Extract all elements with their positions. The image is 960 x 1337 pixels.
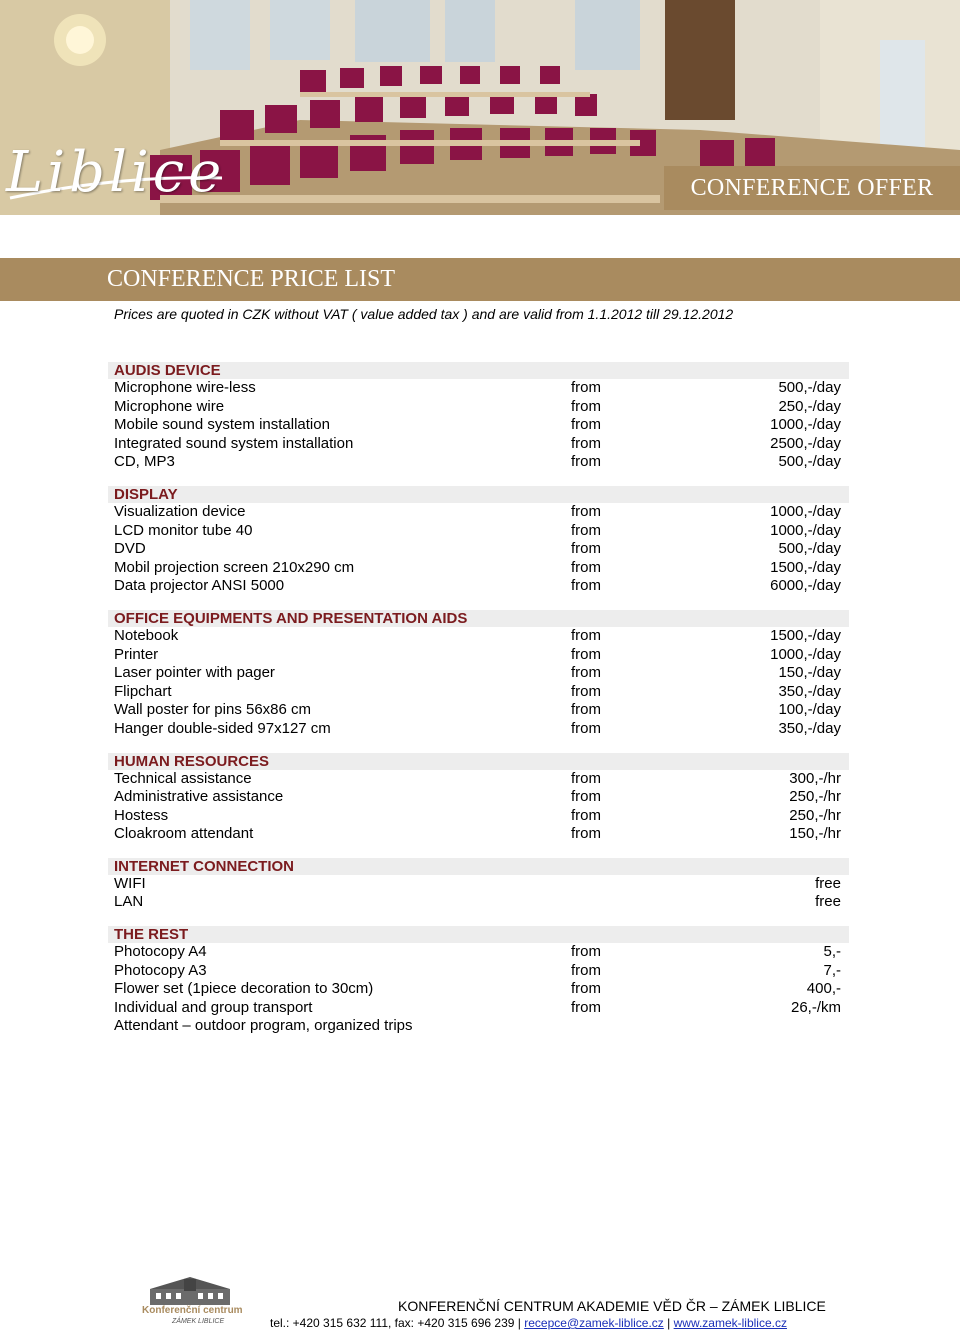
- footer-logo: [140, 1275, 250, 1335]
- item-name: Technical assistance: [114, 769, 252, 787]
- from-label: from: [571, 980, 601, 998]
- price-row: [108, 540, 849, 559]
- item-name: Mobil projection screen 210x290 cm: [114, 558, 355, 576]
- price-row: [108, 664, 849, 683]
- from-label: from: [571, 521, 601, 539]
- from-label: from: [571, 769, 601, 787]
- item-name: Microphone wire: [114, 397, 225, 415]
- footer-phone-fax: tel.: +420 315 632 111, fax: +420 315 696 239: [270, 1316, 515, 1330]
- item-price: 1000,-/day: [770, 521, 841, 539]
- price-section: [108, 753, 849, 844]
- price-row: [108, 893, 849, 912]
- item-name: LAN: [114, 893, 144, 911]
- from-label: from: [571, 453, 601, 471]
- section-gap: [0, 472, 960, 486]
- item-price: 500,-/day: [778, 379, 841, 396]
- item-name: Cloakroom attendant: [114, 825, 254, 843]
- liblice-logo: Liblice: [6, 140, 226, 205]
- item-price: free: [815, 893, 841, 911]
- section-gap: [0, 596, 960, 610]
- from-label: from: [571, 998, 601, 1016]
- item-price: 1500,-/day: [770, 558, 841, 576]
- item-price: 500,-/day: [778, 540, 841, 558]
- item-name: Photocopy A4: [114, 943, 207, 961]
- item-price: 5,-: [823, 943, 841, 961]
- from-label: from: [571, 961, 601, 979]
- from-label: from: [571, 558, 601, 576]
- item-price: 500,-/day: [778, 453, 841, 471]
- price-section: [108, 486, 849, 596]
- item-name: Mobile sound system installation: [114, 416, 330, 434]
- item-price: 1000,-/day: [770, 502, 841, 520]
- from-label: from: [571, 379, 601, 396]
- item-name: Flipchart: [114, 682, 172, 700]
- price-row: [108, 875, 849, 894]
- section-heading: AUDIS DEVICE: [108, 362, 849, 379]
- item-name: Hostess: [114, 806, 169, 824]
- item-name: Individual and group transport: [114, 998, 313, 1016]
- from-label: from: [571, 788, 601, 806]
- item-price: 300,-/hr: [789, 769, 841, 787]
- footer-separator: |: [517, 1316, 521, 1330]
- price-row: [108, 627, 849, 646]
- from-label: from: [571, 397, 601, 415]
- item-name: Laser pointer with pager: [114, 664, 275, 682]
- section-gap: [0, 844, 960, 858]
- item-name: Integrated sound system installation: [114, 434, 354, 452]
- item-name: Photocopy A3: [114, 961, 207, 979]
- price-note: Prices are quoted in CZK without VAT ( value added tax ) and are valid from 1.1.2012 till 29.12.2012: [114, 306, 734, 322]
- item-price: 1000,-/day: [770, 645, 841, 663]
- item-name: Visualization device: [114, 502, 246, 520]
- section-gap: [0, 739, 960, 753]
- price-row: [108, 683, 849, 702]
- item-name: Administrative assistance: [114, 788, 284, 806]
- item-name: WIFI: [114, 874, 146, 892]
- footer-contact: [270, 1316, 787, 1330]
- from-label: from: [571, 416, 601, 434]
- from-label: from: [571, 701, 601, 719]
- from-label: from: [571, 540, 601, 558]
- section-heading: HUMAN RESOURCES: [108, 753, 849, 770]
- price-row: [108, 770, 849, 789]
- from-label: from: [571, 577, 601, 595]
- price-row: [108, 807, 849, 826]
- item-name: Hanger double-sided 97x127 cm: [114, 719, 331, 737]
- price-section: [108, 610, 849, 739]
- price-row: [108, 720, 849, 739]
- item-price: 2500,-/day: [770, 434, 841, 452]
- price-row: [108, 522, 849, 541]
- item-price: 350,-/day: [778, 682, 841, 700]
- item-name: LCD monitor tube 40: [114, 521, 253, 539]
- from-label: from: [571, 502, 601, 520]
- castle-icon: [140, 1275, 250, 1307]
- item-name: Notebook: [114, 626, 179, 644]
- item-price: 1000,-/day: [770, 416, 841, 434]
- from-label: from: [571, 806, 601, 824]
- item-name: DVD: [114, 540, 146, 558]
- website-link[interactable]: www.zamek-liblice.cz: [673, 1316, 787, 1330]
- item-price: free: [815, 874, 841, 892]
- price-row: [108, 962, 849, 981]
- item-price: 26,-/km: [790, 998, 841, 1016]
- email-link[interactable]: recepce@zamek-liblice.cz: [524, 1316, 664, 1330]
- section-heading: OFFICE EQUIPMENTS AND PRESENTATION AIDS: [108, 610, 849, 627]
- price-section: [108, 926, 849, 1036]
- item-name: CD, MP3: [114, 453, 175, 471]
- footer-logo-line1: Konferenční centrum: [142, 1305, 243, 1316]
- header-photo: [0, 0, 960, 215]
- from-label: from: [571, 825, 601, 843]
- section-gap: [0, 912, 960, 926]
- item-price: 250,-/hr: [789, 788, 841, 806]
- price-row: [108, 1017, 849, 1036]
- item-price: 100,-/day: [778, 701, 841, 719]
- footer-title: KONFERENČNÍ CENTRUM AKADEMIE VĚD ČR – ZÁMEK LIBLICE: [398, 1298, 826, 1314]
- price-section: [108, 362, 849, 472]
- from-label: from: [571, 645, 601, 663]
- footer-logo-line2: ZÁMEK LIBLICE: [172, 1318, 225, 1325]
- conference-offer-banner: CONFERENCE OFFER: [664, 166, 960, 210]
- item-price: 250,-/hr: [789, 806, 841, 824]
- price-row: [108, 701, 849, 720]
- price-row: [108, 435, 849, 454]
- price-row: [108, 825, 849, 844]
- price-row: [108, 646, 849, 665]
- from-label: from: [571, 626, 601, 644]
- price-row: [108, 453, 849, 472]
- price-row: [108, 379, 849, 398]
- item-name: Printer: [114, 645, 159, 663]
- price-list-title-bar: [0, 258, 960, 301]
- section-heading: THE REST: [108, 926, 849, 943]
- item-price: 250,-/day: [778, 397, 841, 415]
- price-row: [108, 416, 849, 435]
- item-price: 350,-/day: [778, 719, 841, 737]
- price-row: [108, 999, 849, 1018]
- price-list-sections: [0, 362, 960, 1036]
- price-row: [108, 577, 849, 596]
- item-name: Wall poster for pins 56x86 cm: [114, 701, 312, 719]
- from-label: from: [571, 719, 601, 737]
- item-price: 7,-: [823, 961, 841, 979]
- price-row: [108, 980, 849, 999]
- item-price: 400,-: [806, 980, 841, 998]
- item-name: Data projector ANSI 5000: [114, 577, 285, 595]
- section-heading: INTERNET CONNECTION: [108, 858, 849, 875]
- item-price: 150,-/day: [778, 664, 841, 682]
- item-name: Attendant – outdoor program, organized trips: [114, 1017, 413, 1035]
- from-label: from: [571, 664, 601, 682]
- price-row: [108, 503, 849, 522]
- from-label: from: [571, 434, 601, 452]
- price-row: [108, 788, 849, 807]
- item-price: 150,-/hr: [789, 825, 841, 843]
- item-name: Flower set (1piece decoration to 30cm): [114, 980, 374, 998]
- from-label: from: [571, 682, 601, 700]
- footer-separator: |: [667, 1316, 671, 1330]
- section-heading: DISPLAY: [108, 486, 849, 503]
- price-list-title: CONFERENCE PRICE LIST: [107, 266, 396, 292]
- item-price: 1500,-/day: [770, 626, 841, 644]
- price-row: [108, 559, 849, 578]
- from-label: from: [571, 943, 601, 961]
- item-price: 6000,-/day: [770, 577, 841, 595]
- price-row: [108, 398, 849, 417]
- price-row: [108, 943, 849, 962]
- price-section: [108, 858, 849, 912]
- item-name: Microphone wire-less: [114, 379, 256, 396]
